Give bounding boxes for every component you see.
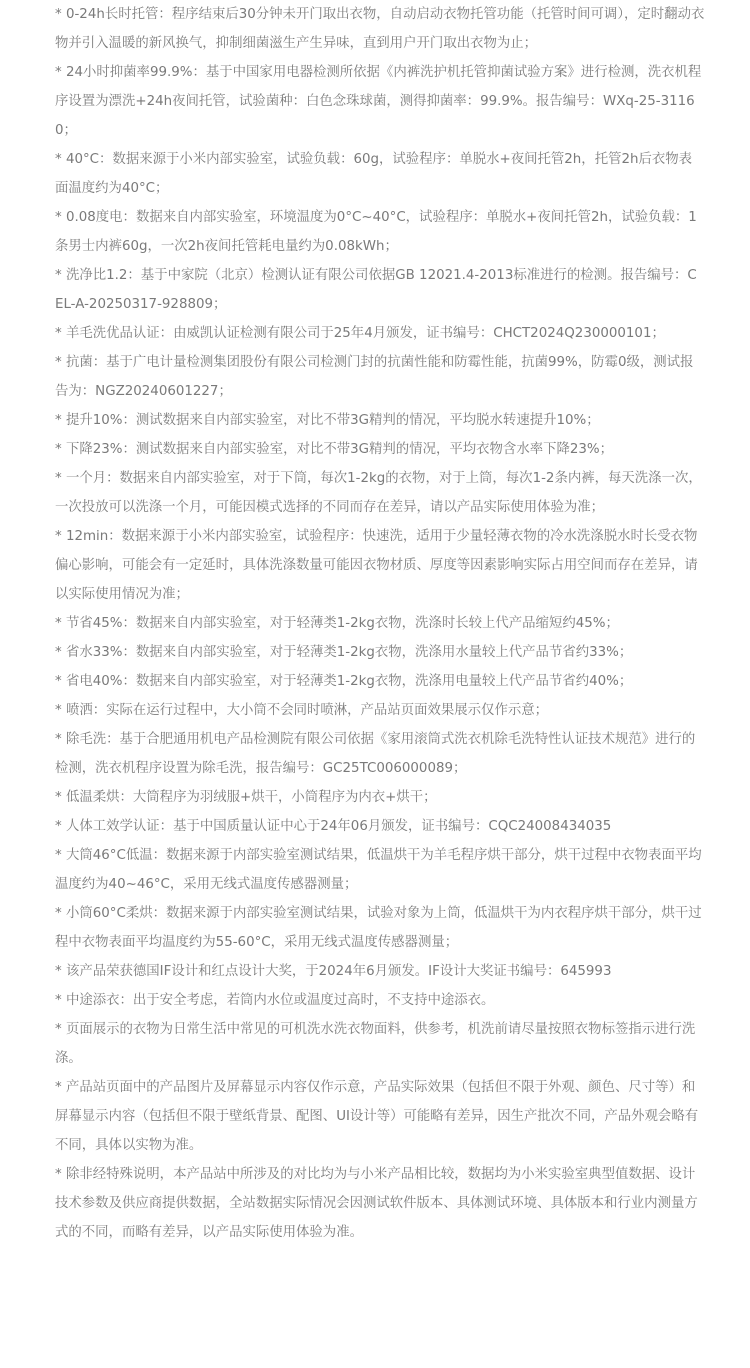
- note-item: * 抗菌：基于广电计量检测集团股份有限公司检测门封的抗菌性能和防霉性能，抗菌99%，防霉0级，测试报告为：NGZ20240601227；: [55, 355, 694, 399]
- note-item: * 节省45%：数据来自内部实验室，对于轻薄类1-2kg衣物，洗涤时长较上代产品缩短约45%；: [55, 616, 619, 631]
- note-item: * 低温柔烘：大筒程序为羽绒服+烘干，小筒程序为内衣+烘干；: [55, 790, 437, 805]
- note-item: * 产品站页面中的产品图片及屏幕显示内容仅作示意，产品实际效果（包括但不限于外观、颜色、尺寸等）和屏幕显示内容（包括但不限于壁纸背景、配图、UI设计等）可能略有差异，因生产批次不同，产品外观会略有不同，具体以实物为准。: [55, 1080, 699, 1153]
- note-item: * 0-24h长时托管：程序结束后30分钟未开门取出衣物，自动启动衣物托管功能（托管时间可调），定时翻动衣物并引入温暖的新风换气，抑制细菌滋生产生异味，直到用户开门取出衣物为止；: [55, 7, 705, 51]
- note-item: * 0.08度电：数据来自内部实验室，环境温度为0°C~40°C，试验程序：单脱水+夜间托管2h，试验负载：1条男士内裤60g，一次2h夜间托管耗电量约为0.08kWh；: [55, 210, 697, 254]
- note-item: * 中途添衣：出于安全考虑，若筒内水位或温度过高时，不支持中途添衣。: [55, 993, 495, 1008]
- note-item: * 羊毛洗优品认证：由威凯认证检测有限公司于25年4月颁发，证书编号：CHCT2024Q230000101；: [55, 326, 665, 341]
- note-item: * 大筒46°C低温：数据来源于内部实验室测试结果，低温烘干为羊毛程序烘干部分，烘干过程中衣物表面平均温度约为40~46°C，采用无线式温度传感器测量；: [55, 848, 702, 892]
- note-item: * 洗净比1.2：基于中家院（北京）检测认证有限公司依据GB 12021.4-2013标准进行的检测。报告编号：CEL-A-20250317-928809；: [55, 268, 697, 312]
- note-item: * 页面展示的衣物为日常生活中常见的可机洗水洗衣物面料，供参考，机洗前请尽量按照衣物标签指示进行洗涤。: [55, 1022, 696, 1066]
- note-item: * 40°C：数据来源于小米内部实验室，试验负载：60g，试验程序：单脱水+夜间托管2h，托管2h后衣物表面温度约为40°C；: [55, 152, 693, 196]
- note-item: * 12min：数据来源于小米内部实验室，试验程序：快速洗，适用于少量轻薄衣物的冷水洗涤脱水时长受衣物偏心影响，可能会有一定延时，具体洗涤数量可能因衣物材质、厚度等因素影响实际占用空间而存在差异，请以实际使用情况为准；: [55, 529, 698, 602]
- note-item: * 除非经特殊说明，本产品站中所涉及的对比均为与小米产品相比较，数据均为小米实验室典型值数据、设计技术参数及供应商提供数据，全站数据实际情况会因测试软件版本、具体测试环境、具体版本和行业内测量方式的不同，而略有差异，以产品实际使用体验为准。: [55, 1167, 698, 1240]
- note-item: * 省水33%：数据来自内部实验室，对于轻薄类1-2kg衣物，洗涤用水量较上代产品节省约33%；: [55, 645, 633, 660]
- note-item: * 下降23%：测试数据来自内部实验室，对比不带3G精判的情况，平均衣物含水率下降23%；: [55, 442, 614, 457]
- note-item: * 该产品荣获德国IF设计和红点设计大奖，于2024年6月颁发。IF设计大奖证书编号：645993: [55, 964, 612, 979]
- note-item: * 一个月：数据来自内部实验室，对于下筒，每次1-2kg的衣物，对于上筒，每次1-2条内裤，每天洗涤一次，一次投放可以洗涤一个月，可能因模式选择的不同而存在差异，请以产品实际使用体验为准；: [55, 471, 702, 515]
- disclaimer-notes-list: [55, 0, 705, 1247]
- note-item: * 24小时抑菌率99.9%：基于中国家用电器检测所依据《内裤洗护机托管抑菌试验方案》进行检测，洗衣机程序设置为漂洗+24h夜间托管，试验菌种：白色念珠球菌，测得抑菌率：99.9%。报告编号：WXq-25-31160；: [55, 65, 702, 138]
- note-item: * 提升10%：测试数据来自内部实验室，对比不带3G精判的情况，平均脱水转速提升10%；: [55, 413, 600, 428]
- note-item: * 小筒60°C柔烘：数据来源于内部实验室测试结果，试验对象为上筒，低温烘干为内衣程序烘干部分，烘干过程中衣物表面平均温度约为55-60°C，采用无线式温度传感器测量；: [55, 906, 702, 950]
- note-item: * 除毛洗：基于合肥通用机电产品检测院有限公司依据《家用滚筒式洗衣机除毛洗特性认证技术规范》进行的检测，洗衣机程序设置为除毛洗，报告编号：GC25TC006000089；: [55, 732, 696, 776]
- note-item: * 省电40%：数据来自内部实验室，对于轻薄类1-2kg衣物，洗涤用电量较上代产品节省约40%；: [55, 674, 633, 689]
- note-item: * 喷洒：实际在运行过程中，大小筒不会同时喷淋，产品站页面效果展示仅作示意；: [55, 703, 549, 718]
- note-item: * 人体工效学认证：基于中国质量认证中心于24年06月颁发，证书编号：CQC24008434035: [55, 819, 612, 834]
